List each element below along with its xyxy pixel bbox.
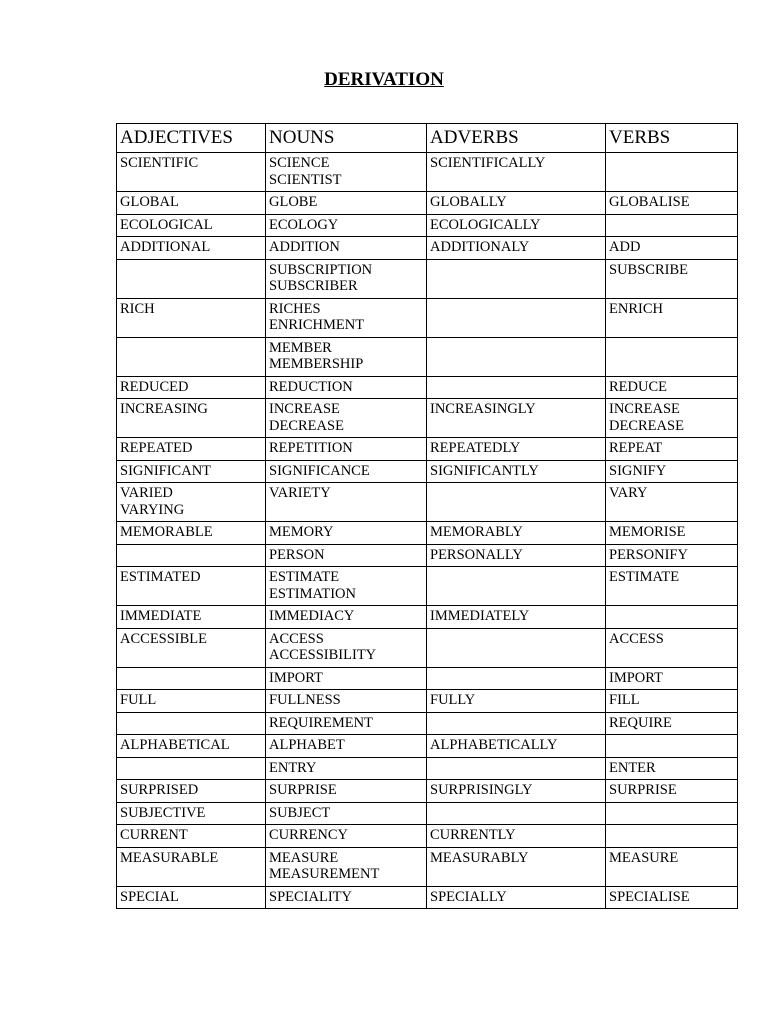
verb-word: ENRICH	[609, 300, 663, 317]
noun-cell	[266, 606, 427, 629]
adverb-cell	[427, 237, 606, 260]
noun-word: MEMBERSHIP	[269, 356, 364, 372]
verb-cell	[606, 886, 738, 909]
verb-cell	[606, 153, 738, 192]
adverb-cell	[427, 606, 606, 629]
noun-word: MEMORY	[269, 524, 334, 540]
noun-word: MEMBER	[269, 339, 332, 356]
adjective-cell	[117, 376, 266, 399]
noun-cell	[266, 690, 427, 713]
adverb-cell	[427, 438, 606, 461]
adverb-cell	[427, 825, 606, 848]
verb-cell	[606, 802, 738, 825]
adjective-word: MEASURABLE	[120, 849, 219, 866]
noun-cell	[266, 460, 427, 483]
verb-cell	[606, 690, 738, 713]
verb-cell	[606, 667, 738, 690]
noun-word: VARIETY	[269, 485, 331, 501]
page-title: DERIVATION	[324, 69, 444, 90]
adverb-cell	[427, 567, 606, 606]
adjective-cell	[117, 886, 266, 909]
noun-word: RICHES	[269, 300, 321, 317]
adverb-word: SIGNIFICANTLY	[430, 462, 539, 479]
verb-cell	[606, 628, 738, 667]
verb-word: SPECIALISE	[609, 888, 690, 905]
verb-word: SURPRISE	[609, 782, 677, 798]
adjective-word: REDUCED	[120, 378, 189, 395]
noun-word: ESTIMATION	[269, 585, 356, 602]
noun-word: MEASUREMENT	[269, 866, 380, 882]
noun-cell	[266, 237, 427, 260]
verb-word: INCREASE	[609, 401, 680, 417]
table-row	[117, 192, 738, 215]
adverb-cell	[427, 483, 606, 522]
noun-word: INCREASE	[269, 401, 340, 417]
noun-word: FULLNESS	[269, 692, 341, 708]
noun-cell	[266, 153, 427, 192]
adverb-cell	[427, 735, 606, 758]
adverb-cell	[427, 192, 606, 215]
adverb-word: MEASURABLY	[430, 849, 529, 866]
table-row	[117, 483, 738, 522]
verb-cell	[606, 757, 738, 780]
verb-cell	[606, 606, 738, 629]
verb-cell	[606, 735, 738, 758]
verb-cell	[606, 522, 738, 545]
adjective-word: MEMORABLE	[120, 524, 213, 540]
adjective-cell	[117, 628, 266, 667]
verb-word: ENTER	[609, 759, 656, 776]
adjective-word: CURRENT	[120, 827, 188, 843]
adjective-cell	[117, 735, 266, 758]
adverb-word: ADDITIONALY	[430, 239, 530, 255]
noun-cell	[266, 376, 427, 399]
noun-word: SCIENCE	[269, 155, 330, 171]
noun-word: ESTIMATE	[269, 569, 340, 585]
adverb-cell	[427, 780, 606, 803]
adjective-cell	[117, 780, 266, 803]
noun-word: ALPHABET	[269, 737, 345, 753]
table-row	[117, 376, 738, 399]
adjective-cell	[117, 399, 266, 438]
noun-word: ACCESS	[269, 630, 324, 647]
table-row	[117, 886, 738, 909]
adverb-cell	[427, 522, 606, 545]
noun-word: SUBJECT	[269, 804, 331, 821]
verb-cell	[606, 376, 738, 399]
adverb-word: ECOLOGICALLY	[430, 216, 541, 233]
adverb-cell	[427, 847, 606, 886]
adverb-cell	[427, 460, 606, 483]
adjective-cell	[117, 438, 266, 461]
table-row	[117, 298, 738, 337]
noun-cell	[266, 399, 427, 438]
adjective-word: INCREASING	[120, 401, 208, 417]
adverb-cell	[427, 376, 606, 399]
adverb-cell	[427, 628, 606, 667]
adverb-cell	[427, 153, 606, 192]
adjective-cell	[117, 606, 266, 629]
adjective-word: ALPHABETICAL	[120, 737, 230, 753]
adjective-word: SCIENTIFIC	[120, 155, 199, 171]
noun-word: DECREASE	[269, 417, 344, 434]
adverb-word: PERSONALLY	[430, 546, 523, 563]
column-header-adjectives: ADJECTIVES	[117, 124, 266, 153]
noun-cell	[266, 825, 427, 848]
verb-word: PERSONIFY	[609, 546, 688, 563]
verb-word: ACCESS	[609, 630, 664, 647]
table-row	[117, 153, 738, 192]
noun-word: GLOBE	[269, 194, 318, 210]
noun-cell	[266, 628, 427, 667]
adverb-word: SPECIALLY	[430, 888, 507, 905]
adjective-cell	[117, 192, 266, 215]
adverb-cell	[427, 690, 606, 713]
noun-word: IMPORT	[269, 669, 323, 686]
noun-word: ECOLOGY	[269, 216, 339, 233]
adverb-cell	[427, 214, 606, 237]
verb-cell	[606, 438, 738, 461]
noun-word: SCIENTIST	[269, 171, 342, 188]
verb-cell	[606, 399, 738, 438]
adverb-cell	[427, 337, 606, 376]
column-header-verbs: VERBS	[606, 124, 738, 153]
adjective-cell	[117, 298, 266, 337]
adverb-word: SURPRISINGLY	[430, 782, 533, 798]
noun-cell	[266, 780, 427, 803]
noun-cell	[266, 438, 427, 461]
verb-word: ADD	[609, 239, 641, 255]
adjective-cell	[117, 259, 266, 298]
table-row	[117, 690, 738, 713]
verb-word: GLOBALISE	[609, 194, 690, 210]
noun-cell	[266, 337, 427, 376]
adjective-word: VARIED	[120, 485, 173, 501]
noun-word: REQUIREMENT	[269, 714, 373, 731]
verb-cell	[606, 544, 738, 567]
noun-cell	[266, 757, 427, 780]
verb-cell	[606, 780, 738, 803]
adverb-cell	[427, 667, 606, 690]
verb-word: MEASURE	[609, 849, 679, 866]
verb-cell	[606, 237, 738, 260]
noun-word: ENTRY	[269, 759, 317, 776]
verb-cell	[606, 825, 738, 848]
adjective-word: IMMEDIATE	[120, 608, 202, 624]
noun-word: IMMEDIACY	[269, 608, 355, 624]
verb-word: REQUIRE	[609, 714, 672, 731]
table-row	[117, 544, 738, 567]
table-row	[117, 337, 738, 376]
adverb-cell	[427, 757, 606, 780]
verb-cell	[606, 192, 738, 215]
table-row	[117, 399, 738, 438]
adjective-cell	[117, 712, 266, 735]
noun-cell	[266, 483, 427, 522]
adjective-word: SIGNIFICANT	[120, 462, 212, 479]
adjective-word: FULL	[120, 692, 157, 708]
adjective-cell	[117, 667, 266, 690]
verb-cell	[606, 337, 738, 376]
adjective-word: ACCESSIBLE	[120, 630, 208, 647]
verb-cell	[606, 847, 738, 886]
noun-word: REPETITION	[269, 440, 353, 456]
adjective-cell	[117, 522, 266, 545]
table-row	[117, 712, 738, 735]
noun-cell	[266, 847, 427, 886]
verb-word: VARY	[609, 485, 648, 501]
verb-word: MEMORISE	[609, 524, 686, 540]
table-row	[117, 735, 738, 758]
adverb-cell	[427, 886, 606, 909]
adjective-cell	[117, 690, 266, 713]
verb-word: ESTIMATE	[609, 569, 680, 585]
noun-cell	[266, 667, 427, 690]
adverb-cell	[427, 802, 606, 825]
adjective-word: VARYING	[120, 501, 185, 518]
noun-word: PERSON	[269, 546, 325, 563]
noun-cell	[266, 802, 427, 825]
adjective-cell	[117, 847, 266, 886]
adverb-cell	[427, 259, 606, 298]
table-row	[117, 667, 738, 690]
verb-word: SUBSCRIBE	[609, 261, 688, 278]
column-header-nouns: NOUNS	[266, 124, 427, 153]
adjective-cell	[117, 153, 266, 192]
verb-cell	[606, 567, 738, 606]
adjective-word: ESTIMATED	[120, 569, 201, 585]
noun-cell	[266, 192, 427, 215]
adverb-word: FULLY	[430, 692, 476, 708]
verb-word: REPEAT	[609, 440, 663, 456]
table-row	[117, 522, 738, 545]
adverb-word: GLOBALLY	[430, 194, 507, 210]
verb-word: DECREASE	[609, 417, 684, 434]
table-row	[117, 825, 738, 848]
noun-word: SIGNIFICANCE	[269, 462, 370, 479]
noun-cell	[266, 522, 427, 545]
table-row	[117, 567, 738, 606]
noun-cell	[266, 712, 427, 735]
noun-word: ACCESSIBILITY	[269, 647, 377, 663]
table-row	[117, 259, 738, 298]
adjective-cell	[117, 544, 266, 567]
table-row	[117, 214, 738, 237]
noun-cell	[266, 886, 427, 909]
noun-cell	[266, 544, 427, 567]
table-row	[117, 237, 738, 260]
table-header-row	[117, 124, 738, 153]
adjective-cell	[117, 237, 266, 260]
table-row	[117, 438, 738, 461]
noun-word: SPECIALITY	[269, 888, 352, 905]
verb-cell	[606, 259, 738, 298]
verb-cell	[606, 712, 738, 735]
adverb-word: IMMEDIATELY	[430, 608, 530, 624]
adjective-word: ADDITIONAL	[120, 239, 211, 255]
table-row	[117, 460, 738, 483]
adverb-word: ALPHABETICALLY	[430, 737, 558, 753]
noun-word: SUBSCRIPTION	[269, 261, 373, 278]
adverb-cell	[427, 399, 606, 438]
adverb-word: REPEATEDLY	[430, 440, 521, 456]
adverb-cell	[427, 544, 606, 567]
verb-word: REDUCE	[609, 378, 667, 395]
verb-cell	[606, 298, 738, 337]
noun-cell	[266, 298, 427, 337]
verb-word: FILL	[609, 692, 640, 708]
table-row	[117, 757, 738, 780]
adverb-cell	[427, 712, 606, 735]
adverb-word: MEMORABLY	[430, 524, 523, 540]
noun-word: REDUCTION	[269, 378, 353, 395]
verb-word: SIGNIFY	[609, 462, 667, 479]
verb-cell	[606, 460, 738, 483]
column-header-adverbs: ADVERBS	[427, 124, 606, 153]
table-row	[117, 780, 738, 803]
table-row	[117, 847, 738, 886]
noun-word: CURRENCY	[269, 827, 348, 843]
noun-cell	[266, 567, 427, 606]
adjective-cell	[117, 483, 266, 522]
table-row	[117, 606, 738, 629]
adjective-word: SURPRISED	[120, 782, 199, 798]
noun-cell	[266, 214, 427, 237]
noun-cell	[266, 259, 427, 298]
derivation-table	[116, 123, 738, 909]
adjective-cell	[117, 802, 266, 825]
adjective-word: SPECIAL	[120, 888, 179, 905]
noun-word: SURPRISE	[269, 782, 337, 798]
adjective-word: SUBJECTIVE	[120, 804, 206, 821]
adjective-cell	[117, 567, 266, 606]
adjective-cell	[117, 825, 266, 848]
adjective-cell	[117, 337, 266, 376]
adjective-word: GLOBAL	[120, 194, 179, 210]
verb-word: IMPORT	[609, 669, 663, 686]
table-row	[117, 802, 738, 825]
verb-cell	[606, 214, 738, 237]
noun-word: MEASURE	[269, 849, 339, 866]
noun-cell	[266, 735, 427, 758]
noun-word: ENRICHMENT	[269, 317, 365, 333]
adverb-word: INCREASINGLY	[430, 401, 536, 417]
adjective-cell	[117, 757, 266, 780]
adjective-cell	[117, 460, 266, 483]
adverb-cell	[427, 298, 606, 337]
table-row	[117, 628, 738, 667]
noun-word: SUBSCRIBER	[269, 278, 358, 294]
adjective-word: RICH	[120, 300, 155, 317]
noun-word: ADDITION	[269, 239, 340, 255]
table-body	[117, 153, 738, 909]
adverb-word: CURRENTLY	[430, 827, 516, 843]
adjective-word: REPEATED	[120, 440, 193, 456]
verb-cell	[606, 483, 738, 522]
adjective-word: ECOLOGICAL	[120, 216, 213, 233]
adverb-word: SCIENTIFICALLY	[430, 155, 546, 171]
adjective-cell	[117, 214, 266, 237]
